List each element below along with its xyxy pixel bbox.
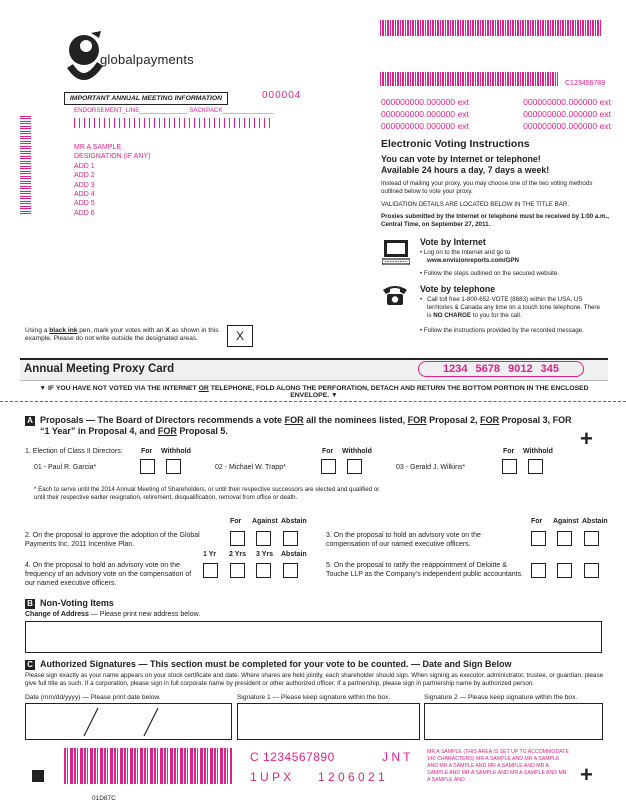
heading-for: FOR xyxy=(284,415,304,425)
heading-text: all the nominees listed, xyxy=(303,415,408,425)
col-for: For xyxy=(503,448,515,455)
telephone-title: Vote by telephone xyxy=(420,284,496,294)
endorsement-line: ENDORSEMENT_LINE______________ SACKPACK_______________ xyxy=(74,107,275,114)
election-label: 1. Election of Class II Directors: xyxy=(25,448,123,455)
heading-for: FOR xyxy=(480,415,500,425)
section-b-heading xyxy=(25,598,114,609)
address-line: ADD 5 xyxy=(74,200,95,208)
nominee-footnote: * Each to serve until the 2014 Annual Meeting of Shareholders, or until their respective successors are elected and qualified or until their respective earlier resignation, retirement, disqualification, removal from office or death. xyxy=(34,486,380,501)
date-slashes-icon xyxy=(26,704,231,739)
computer-icon xyxy=(382,239,410,270)
nominee-1-for-checkbox[interactable] xyxy=(140,459,155,474)
heading-text: Proposals — The Board of Directors recommends a vote xyxy=(40,415,285,425)
perforation-text: TELEPHONE, FOLD ALONG THE PERFORATION, DETACH AND RETURN THE BOTTOM PORTION IN THE ENCLOSED ENVELOPE. xyxy=(208,385,589,399)
col-abstain: Abstain xyxy=(281,518,307,525)
internet-step-2: • Follow the steps outlined on the secured website. xyxy=(420,270,560,277)
ext-line: 000000000.000000 ext xyxy=(381,121,469,131)
control-id: C123456789 xyxy=(565,80,606,87)
ext-line: 000000000.000000 ext xyxy=(523,109,611,119)
section-c-title: Authorized Signatures — This section must be completed for your vote to be counted. — Date and Sign Below xyxy=(40,659,512,669)
signature-2-label: Signature 2 — Please keep signature within the box. xyxy=(424,694,578,701)
footer-number: 1 2 0 6 0 2 1 xyxy=(318,770,385,784)
date-field[interactable] xyxy=(25,703,232,740)
top-barcode xyxy=(380,20,602,36)
change-address-rest: — Please print new address below. xyxy=(88,611,201,618)
heading-text: “1 Year” in Proposal 4, and xyxy=(40,426,158,436)
mailing-address xyxy=(74,143,151,218)
heading-for: FOR xyxy=(407,415,427,425)
col-abstain: Abstain xyxy=(281,551,307,558)
control-barcode xyxy=(380,72,558,86)
nominee-1-withhold-checkbox[interactable] xyxy=(166,459,181,474)
address-line: DESIGNATION (IF ANY) xyxy=(74,153,151,161)
example-mark-box xyxy=(227,325,253,347)
telephone-step-1: • Call toll free 1-800-652-VOTE (8683) within the USA, US territories & Canada any time on a touch tone telephone. There is NO CHARGE to you for the call. xyxy=(420,296,600,319)
section-b-title: Non-Voting Items xyxy=(40,598,114,608)
col-withhold: Withhold xyxy=(342,448,372,455)
col-for: For xyxy=(531,518,543,525)
evi-paragraph-1: Instead of mailing your proxy, you may choose one of the two voting methods outlined below to vote your proxy. xyxy=(381,180,593,195)
footer-upx: 1 U P X xyxy=(250,770,292,784)
signature-2-field[interactable] xyxy=(424,703,603,740)
internet-step-1: • Log on to the Internet and go to www.envisionreports.com/GPN xyxy=(420,249,610,265)
nominee-label: 03 - Gerald J. Wilkins* xyxy=(396,464,466,471)
signature-instructions: Please sign exactly as your name appears on your stock certificate and date. Where shares are held jointly, each shareholder should sign. When signing as executor, administrator, trustee, or guardian, please give full title as such. If a corporation, please sign in full corporate name by president or other authorized officer. If a partnership, please sign in partnership name by authorized person. xyxy=(25,672,604,687)
address-line: MR A SAMPLE xyxy=(74,144,122,151)
heading-for: FOR xyxy=(157,426,177,436)
address-line: ADD 2 xyxy=(74,172,95,180)
col-1yr: 1 Yr xyxy=(203,551,217,558)
ext-line: 000000000.000000 ext xyxy=(523,97,611,107)
validation-code: 1234 5678 9012 345 xyxy=(418,361,584,377)
black-ink-text: black ink xyxy=(49,327,78,334)
footer-sample-text: MR A SAMPLE (THIS AREA IS SET UP TO ACCOMMODATE 140 CHARACTERS) MR A SAMPLE AND MR A SAMPLE AND MR A SAMPLE AND MR A SAMPLE AND MR A SAMPLE AND MR A SAMPLE AND MR A SAMPLE AND MR A SAMPLE AND xyxy=(427,749,569,783)
change-address-field[interactable] xyxy=(25,621,602,653)
col-for: For xyxy=(230,518,242,525)
signature-1-field[interactable] xyxy=(237,703,420,740)
footer-jnt: J N T xyxy=(382,750,411,764)
address-line: ADD 4 xyxy=(74,191,95,199)
proposal-5-abstain-checkbox[interactable] xyxy=(584,563,599,578)
section-b-letter: B xyxy=(25,599,35,609)
proposal-3-text: 3. On the proposal to hold an advisory vote on the compensation of our named executive officers. xyxy=(326,532,481,548)
telephone-step-2: • Follow the instructions provided by the recorded message. xyxy=(420,327,584,334)
nominee-2-for-checkbox[interactable] xyxy=(321,459,336,474)
heading-text: Proposal 5. xyxy=(176,426,228,436)
proposal-5-text: 5. On the proposal to ratify the reappointment of Deloitte & Touche LLP as the Company’s independent public accountants. xyxy=(326,562,524,578)
section-a-heading xyxy=(25,415,585,437)
ink-text: Using a xyxy=(25,327,50,334)
col-for: For xyxy=(141,448,153,455)
col-withhold: Withhold xyxy=(161,448,191,455)
proposal-5-for-checkbox[interactable] xyxy=(531,563,546,578)
logo-wordmark: globalpayments xyxy=(100,52,194,67)
col-withhold: Withhold xyxy=(523,448,553,455)
col-abstain: Abstain xyxy=(582,518,608,525)
internet-step-2-text: Follow the steps outlined on the secured website. xyxy=(423,270,560,277)
section-a-letter: A xyxy=(25,416,35,426)
triangle-down-icon: ▼ xyxy=(39,385,47,392)
telephone-step-2-text: Follow the instructions provided by the recorded message. xyxy=(423,327,584,334)
ink-text: as shown in this example. Please do not write outside the designated areas. xyxy=(25,327,219,342)
ext-line: 000000000.000000 ext xyxy=(381,97,469,107)
nominee-label: 02 - Michael W. Trapp* xyxy=(215,464,286,471)
footer-barcode xyxy=(64,748,232,784)
telephone-step-1-a: Call toll free 1-800-652-VOTE (8683) within the USA, US territories & Canada any time on a touch tone telephone. There is xyxy=(427,296,600,319)
col-against: Against xyxy=(252,518,278,525)
perforation-or: OR xyxy=(198,385,209,392)
footer-plus-mark: + xyxy=(580,762,593,787)
address-line: ADD 3 xyxy=(74,181,95,189)
ink-instructions xyxy=(25,327,225,343)
proposal-4-2yrs-checkbox[interactable] xyxy=(230,563,245,578)
perforation-line xyxy=(0,401,626,402)
x-mark-text: X xyxy=(165,327,170,334)
change-address-bold: Change of Address xyxy=(25,611,89,618)
col-2yrs: 2 Yrs xyxy=(229,551,246,558)
title-bar xyxy=(20,358,608,381)
evi-headline-1: You can vote by Internet or telephone! xyxy=(381,154,541,164)
evi-title: Electronic Voting Instructions xyxy=(381,138,530,150)
address-line: ADD 1 xyxy=(74,162,95,170)
perforation-instruction xyxy=(20,385,608,399)
internet-step-1-text: Log on to the Internet and go to xyxy=(423,249,511,256)
proposal-4-1yr-checkbox[interactable] xyxy=(203,563,218,578)
section-c-letter: C xyxy=(25,660,35,670)
proposal-2-for-checkbox[interactable] xyxy=(230,531,245,546)
meeting-info-label: IMPORTANT ANNUAL MEETING INFORMATION xyxy=(69,95,223,102)
nominee-label: 01 - Paul R. Garcia* xyxy=(34,464,97,471)
no-charge-text: NO CHARGE xyxy=(433,312,472,319)
perforation-text: IF YOU HAVE NOT VOTED VIA THE INTERNET xyxy=(48,385,199,392)
col-against: Against xyxy=(553,518,579,525)
proposal-4-abstain-checkbox[interactable] xyxy=(283,563,298,578)
example-x: X xyxy=(235,329,244,343)
address-line: ADD 6 xyxy=(74,209,95,217)
internet-url[interactable]: www.envisionreports.com/GPN xyxy=(427,257,519,264)
proposal-3-for-checkbox[interactable] xyxy=(531,531,546,546)
change-address-label xyxy=(25,610,200,619)
proposal-3-abstain-checkbox[interactable] xyxy=(584,531,599,546)
signature-1-label: Signature 1 — Please keep signature within the box. xyxy=(237,694,391,701)
evi-paragraph-3: Proxies submitted by the Internet or telephone must be received by 1:00 a.m., Central Time, on September 27, 2011. xyxy=(381,213,609,228)
meeting-info-box xyxy=(64,92,228,105)
proposal-4-3yrs-checkbox[interactable] xyxy=(256,563,271,578)
proposal-3-against-checkbox[interactable] xyxy=(557,531,572,546)
date-label: Date (mm/dd/yyyy) — Please print date below. xyxy=(25,694,161,701)
ext-line: 000000000.000000 ext xyxy=(523,121,611,131)
ext-lines xyxy=(381,96,611,132)
col-3yrs: 3 Yrs xyxy=(256,551,273,558)
logo-mark-icon xyxy=(64,30,104,88)
ink-text: pen, mark your votes with an xyxy=(77,327,166,334)
telephone-icon xyxy=(382,284,408,311)
internet-title: Vote by Internet xyxy=(420,237,486,247)
ext-line: 000000000.000000 ext xyxy=(381,109,469,119)
evi-headline-2: Available 24 hours a day, 7 days a week! xyxy=(381,165,550,175)
sequence-number: 000004 xyxy=(262,90,302,101)
card-title: Annual Meeting Proxy Card xyxy=(24,363,175,375)
proposal-4-text: 4. On the proposal to hold an advisory vote on the frequency of an advisory vote on the compensation of our named executive officers. xyxy=(25,562,192,587)
side-barcode xyxy=(20,116,31,216)
nominee-3-withhold-checkbox[interactable] xyxy=(528,459,543,474)
nominee-3-for-checkbox[interactable] xyxy=(502,459,517,474)
triangle-down-icon: ▼ xyxy=(331,392,338,399)
section-c-heading xyxy=(25,659,512,670)
corner-mark xyxy=(32,770,44,782)
heading-text: Proposal 3, FOR xyxy=(499,415,572,425)
proposal-5-against-checkbox[interactable] xyxy=(557,563,572,578)
proposal-2-abstain-checkbox[interactable] xyxy=(283,531,298,546)
form-code: 01D87C xyxy=(92,795,116,802)
telephone-step-1-c: to you for the call. xyxy=(471,312,522,319)
plus-mark: + xyxy=(580,426,593,451)
proposal-2-text: 2. On the proposal to approve the adoption of the Global Payments Inc. 2011 Incentive Plan. xyxy=(25,532,200,548)
footer-control-id: C 1234567890 xyxy=(250,750,335,764)
evi-paragraph-2: VALIDATION DETAILS ARE LOCATED BELOW IN THE TITLE BAR. xyxy=(381,201,570,208)
proposal-2-against-checkbox[interactable] xyxy=(256,531,271,546)
company-logo xyxy=(64,30,244,90)
nominee-2-withhold-checkbox[interactable] xyxy=(347,459,362,474)
heading-text: Proposal 2, xyxy=(426,415,481,425)
postal-barcode xyxy=(74,118,274,128)
col-for: For xyxy=(322,448,334,455)
